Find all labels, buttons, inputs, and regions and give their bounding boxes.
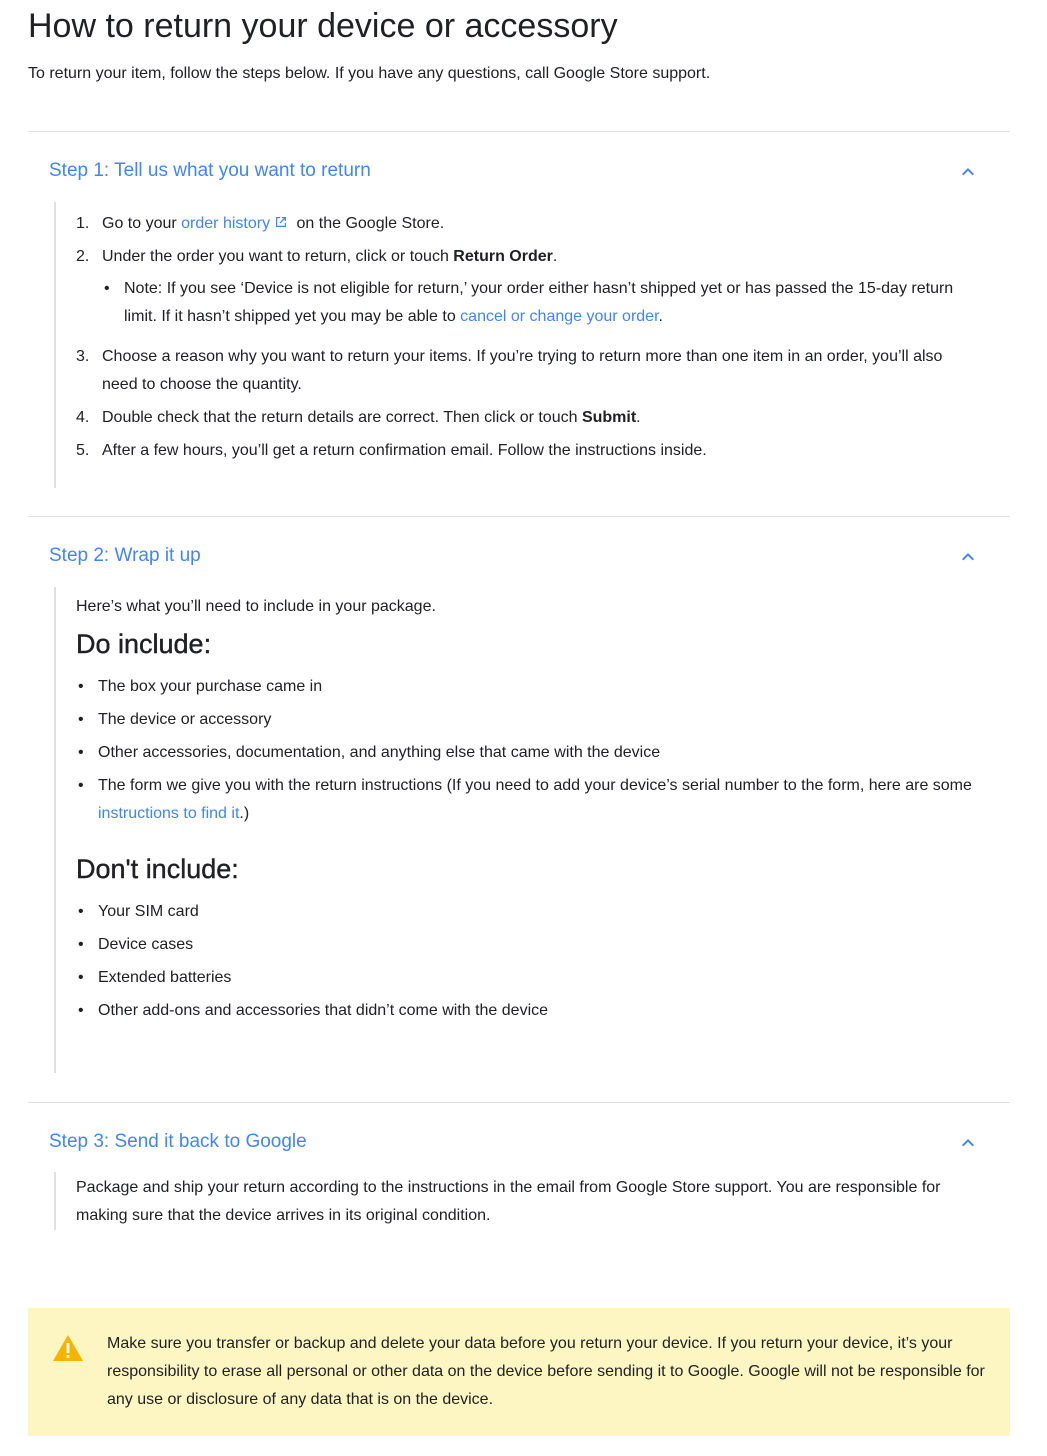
list-item: 2. Under the order you want to return, click or touch Return Order. • Note: If you see ‘Device is not eligible for return,’ your order either hasn’t shipped yet or has passed the 15-day return limit. If it hasn’t shipped yet you may be able to cancel or change your order.: [76, 243, 976, 331]
note-item: • Note: If you see ‘Device is not eligible for return,’ your order either hasn’t shipped yet or has passed the 15-day return limit. If it hasn’t shipped yet you may be able to cancel or change your order.: [102, 275, 976, 331]
page-intro: To return your item, follow the steps below. If you have any questions, call Google Store support.: [28, 65, 711, 82]
chevron-up-icon[interactable]: [956, 160, 980, 184]
list-item: • Extended batteries: [76, 964, 976, 992]
step1-body: [54, 202, 976, 488]
dont-include-list: [76, 898, 976, 1025]
step1-title[interactable]: Step 1: Tell us what you want to return: [49, 160, 371, 181]
step2-header[interactable]: [28, 543, 1010, 573]
dont-include-heading: Don't include:: [76, 854, 239, 884]
list-item: • Other add-ons and accessories that didn’t come with the device: [76, 997, 976, 1025]
step1-header[interactable]: [28, 158, 1010, 188]
section-divider: [28, 1102, 1010, 1103]
do-include-list: [76, 673, 976, 828]
list-item: • Device cases: [76, 931, 976, 959]
do-include-heading: Do include:: [76, 629, 212, 659]
step3-text: Package and ship your return according to the instructions in the email from Google Store support. You are responsible for making sure that the device arrives in its original condition.: [76, 1179, 941, 1224]
step2-title[interactable]: Step 2: Wrap it up: [49, 545, 201, 566]
page-title: How to return your device or accessory: [28, 7, 618, 45]
chevron-up-icon[interactable]: [956, 1131, 980, 1155]
step3-title[interactable]: Step 3: Send it back to Google: [49, 1131, 307, 1152]
section-divider: [28, 131, 1010, 132]
list-item: 5. After a few hours, you’ll get a return confirmation email. Follow the instructions inside.: [76, 442, 707, 459]
step3-header[interactable]: [28, 1129, 1010, 1159]
list-item: 4. Double check that the return details are correct. Then click or touch Submit.: [76, 409, 641, 426]
list-item: • Your SIM card: [76, 898, 976, 926]
list-item: 1. Go to your order history on the Google Store.: [76, 215, 445, 232]
list-item: • Other accessories, documentation, and anything else that came with the device: [76, 739, 976, 767]
warning-callout: [28, 1308, 1010, 1436]
list-item: • The form we give you with the return instructions (If you need to add your device’s serial number to the form, here are some instructions to find it.): [76, 772, 976, 828]
list-item: • The box your purchase came in: [76, 673, 976, 701]
instructions-to-find-it-link[interactable]: instructions to find it: [98, 805, 240, 822]
step1-list: [76, 210, 976, 465]
list-item: 3. Choose a reason why you want to return your items. If you’re trying to return more than one item in an order, you’ll also need to choose the quantity.: [76, 348, 943, 393]
section-divider: [28, 516, 1010, 517]
external-link-icon: [274, 215, 288, 229]
warning-text: Make sure you transfer or backup and delete your data before you return your device. If you return your device, it’s your responsibility to erase all personal or other data on the device before sending it to Google. Google will not be responsible for any use or disclosure of any data that is on the device.: [107, 1335, 985, 1408]
warning-triangle-icon: [52, 1334, 84, 1362]
cancel-or-change-order-link[interactable]: cancel or change your order: [460, 308, 659, 325]
step2-intro: Here’s what you’ll need to include in your package.: [76, 598, 436, 615]
list-item: • The device or accessory: [76, 706, 976, 734]
order-history-link[interactable]: order history: [181, 215, 271, 232]
note-list: [102, 275, 976, 331]
step3-body: [54, 1172, 956, 1230]
step2-body: [54, 587, 976, 1073]
chevron-up-icon[interactable]: [956, 545, 980, 569]
